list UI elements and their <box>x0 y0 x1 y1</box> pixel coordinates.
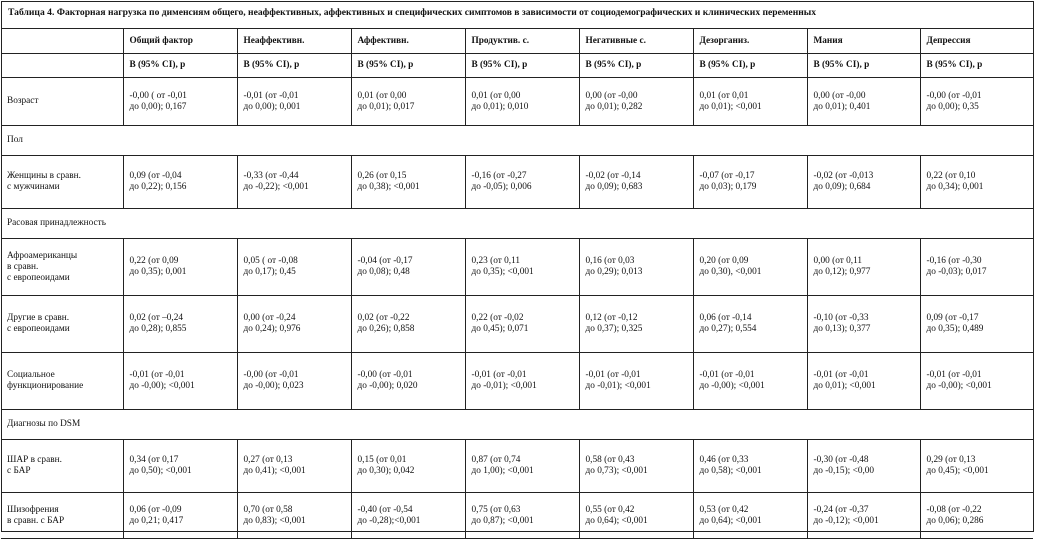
table-cell: -0,01 (от -0,01 до -0,01); <0,001 <box>579 353 693 410</box>
subheader-cell: B (95% CI), p <box>807 54 920 78</box>
table-cell: 0,05 ( от -0,08 до 0,17); 0,45 <box>237 239 351 296</box>
table-cell: 0,22 (от 0,09 до 0,35); 0,001 <box>123 239 237 296</box>
column-header: Депрессия <box>920 29 1033 54</box>
table-row-age <box>1 78 1033 126</box>
table-cell: -0,01 (от -0,01 до -0,00); <0,001 <box>123 353 237 410</box>
table-cell: 0,02 (от -0,22 до 0,26); 0,858 <box>351 296 465 353</box>
table-cell: -0,02 (от -0,14 до 0,09); 0,683 <box>579 156 693 209</box>
table-cell: 0,00 (от 0,11 до 0,12); 0,977 <box>807 239 920 296</box>
row-label: Афроамериканцы в сравн. с европеоидами <box>1 239 123 296</box>
table-cell: -0,16 (от -0,30 до -0,03); 0,017 <box>920 239 1033 296</box>
table-cell: -0,33 (от -0,44 до -0,22); <0,001 <box>237 156 351 209</box>
subheader-cell: B (95% CI), p <box>465 54 579 78</box>
subheader-cell: B (95% CI), p <box>579 54 693 78</box>
column-header: Дезорганиз. <box>693 29 807 54</box>
table-row-social <box>1 353 1033 410</box>
table-cell: -0,40 (от -0,54 до -0,28);<0,001 <box>351 493 465 539</box>
table-row-schizo <box>1 493 1033 539</box>
column-header: Общий фактор <box>123 29 237 54</box>
table-row-women <box>1 156 1033 209</box>
table-cell: -0,10 (от -0,33 до 0,13); 0,377 <box>807 296 920 353</box>
table-cell: 0,22 (от -0,02 до 0,45); 0,071 <box>465 296 579 353</box>
table-cell: -0,00 ( от -0,01 до 0,00); 0,167 <box>123 78 237 126</box>
section-row-sex <box>1 126 1033 156</box>
table-cell: 0,20 (от 0,09 до 0,30), <0,001 <box>693 239 807 296</box>
table-cell: 0,26 (от 0,15 до 0,38); <0,001 <box>351 156 465 209</box>
header-empty-cell <box>1 29 123 54</box>
column-header: Мания <box>807 29 920 54</box>
table-cell: 0,46 (от 0,33 до 0,58); <0,001 <box>693 440 807 493</box>
row-label: Социальное функционирование <box>1 353 123 410</box>
table-cell: -0,01 (от -0,01 до 0,00); 0,001 <box>237 78 351 126</box>
subheader-cell: B (95% CI), p <box>237 54 351 78</box>
table-cell: 0,70 (от 0,58 до 0,83); <0,001 <box>237 493 351 539</box>
table-cell: 0,02 (от –0,24 до 0,28); 0,855 <box>123 296 237 353</box>
section-row-dsm <box>1 410 1033 440</box>
table-cell: 0,00 (от -0,00 до 0,01); 0,401 <box>807 78 920 126</box>
table-cell: 0,09 (от -0,04 до 0,22); 0,156 <box>123 156 237 209</box>
table-cell: -0,16 (от -0,27 до -0,05); 0,006 <box>465 156 579 209</box>
table-cell: -0,24 (от -0,37 до -0,12); <0,001 <box>807 493 920 539</box>
subheader-cell: B (95% CI), p <box>351 54 465 78</box>
table-cell: -0,02 (от -0,013 до 0,09); 0,684 <box>807 156 920 209</box>
table-cell: 0,22 (от 0,10 до 0,34); 0,001 <box>920 156 1033 209</box>
subheader-cell: B (95% CI), p <box>123 54 237 78</box>
table-cell: 0,87 (от 0,74 до 1,00); <0,001 <box>465 440 579 493</box>
table-cell: -0,00 (от -0,01 до -0,00); 0,020 <box>351 353 465 410</box>
row-label: Другие в сравн. с европеоидами <box>1 296 123 353</box>
header-row <box>1 29 1033 54</box>
column-header: Продуктив. с. <box>465 29 579 54</box>
table-cell: 0,29 (от 0,13 до 0,45); <0,001 <box>920 440 1033 493</box>
table-cell: 0,27 (от 0,13 до 0,41); <0,001 <box>237 440 351 493</box>
table-cell: 0,75 (от 0,63 до 0,87); <0,001 <box>465 493 579 539</box>
table-cell: -0,01 (от -0,01 до -0,00); <0,001 <box>920 353 1033 410</box>
subheader-cell: B (95% CI), p <box>693 54 807 78</box>
table-cell: 0,06 (от -0,09 до 0,21; 0,417 <box>123 493 237 539</box>
row-label: Женщины в сравн. с мужчинами <box>1 156 123 209</box>
table-cell: -0,01 (от -0,01 до 0,01); <0,001 <box>807 353 920 410</box>
row-label: Возраст <box>1 78 123 126</box>
table-cell: 0,55 (от 0,42 до 0,64); <0,001 <box>579 493 693 539</box>
section-label: Расовая принадлежность <box>1 209 1033 239</box>
table-row-shar <box>1 440 1033 493</box>
column-header: Неаффективн. <box>237 29 351 54</box>
table-cell: -0,01 (от -0,01 до -0,00); <0,001 <box>693 353 807 410</box>
table-cell: 0,15 (от 0,01 до 0,30); 0,042 <box>351 440 465 493</box>
table-cell: -0,00 (от -0,01 до -0,00); 0,023 <box>237 353 351 410</box>
table-cell: 0,01 (от 0,01 до 0,01); <0,001 <box>693 78 807 126</box>
table-cell: 0,01 (от 0,00 до 0,01); 0,017 <box>351 78 465 126</box>
section-row-race <box>1 209 1033 239</box>
column-header: Негативные с. <box>579 29 693 54</box>
table-cell: 0,01 (от 0,00 до 0,01); 0,010 <box>465 78 579 126</box>
row-label: ШАР в сравн. с БАР <box>1 440 123 493</box>
table-row-other <box>1 296 1033 353</box>
subheader-cell: B (95% CI), p <box>920 54 1033 78</box>
table-cell: 0,06 (от -0,14 до 0,27); 0,554 <box>693 296 807 353</box>
table-cell: -0,08 (от -0,22 до 0,06); 0,286 <box>920 493 1033 539</box>
section-label: Диагнозы по DSM <box>1 410 1033 440</box>
table-cell: 0,12 (от -0,12 до 0,37); 0,325 <box>579 296 693 353</box>
row-label: Шизофрения в сравн. с БАР <box>1 493 123 539</box>
table-cell: 0,16 (от 0,03 до 0,29); 0,013 <box>579 239 693 296</box>
table-cell: -0,01 (от -0,01 до -0,01); <0,001 <box>465 353 579 410</box>
factor-loading-table <box>1 28 1033 539</box>
table-cell: 0,23 (от 0,11 до 0,35); <0,001 <box>465 239 579 296</box>
subheader-row <box>1 54 1033 78</box>
table-cell: 0,09 (от -0,17 до 0,35); 0,489 <box>920 296 1033 353</box>
table-caption: Таблица 4. Факторная нагрузка по дименсиям общего, неаффективных, аффективных и специфических симптомов в зависимости от социодемографических и клинических переменных <box>8 7 817 18</box>
table-row-african <box>1 239 1033 296</box>
table-cell: -0,07 (от -0,17 до 0,03); 0,179 <box>693 156 807 209</box>
table-cell: 0,00 (от -0,24 до 0,24); 0,976 <box>237 296 351 353</box>
table-cell: 0,00 (от -0,00 до 0,01); 0,282 <box>579 78 693 126</box>
table-cell: 0,34 (от 0,17 до 0,50); <0,001 <box>123 440 237 493</box>
table-cell: -0,04 (от -0,17 до 0,08); 0,48 <box>351 239 465 296</box>
section-label: Пол <box>1 126 1033 156</box>
table-cell: -0,00 (от -0,01 до 0,00); 0,35 <box>920 78 1033 126</box>
subheader-empty-cell <box>1 54 123 78</box>
table-cell: 0,53 (от 0,42 до 0,64); <0,001 <box>693 493 807 539</box>
table-cell: -0,30 (от -0,48 до -0,15); <0,00 <box>807 440 920 493</box>
table-cell: 0,58 (от 0,43 до 0,73); <0,001 <box>579 440 693 493</box>
column-header: Аффективн. <box>351 29 465 54</box>
